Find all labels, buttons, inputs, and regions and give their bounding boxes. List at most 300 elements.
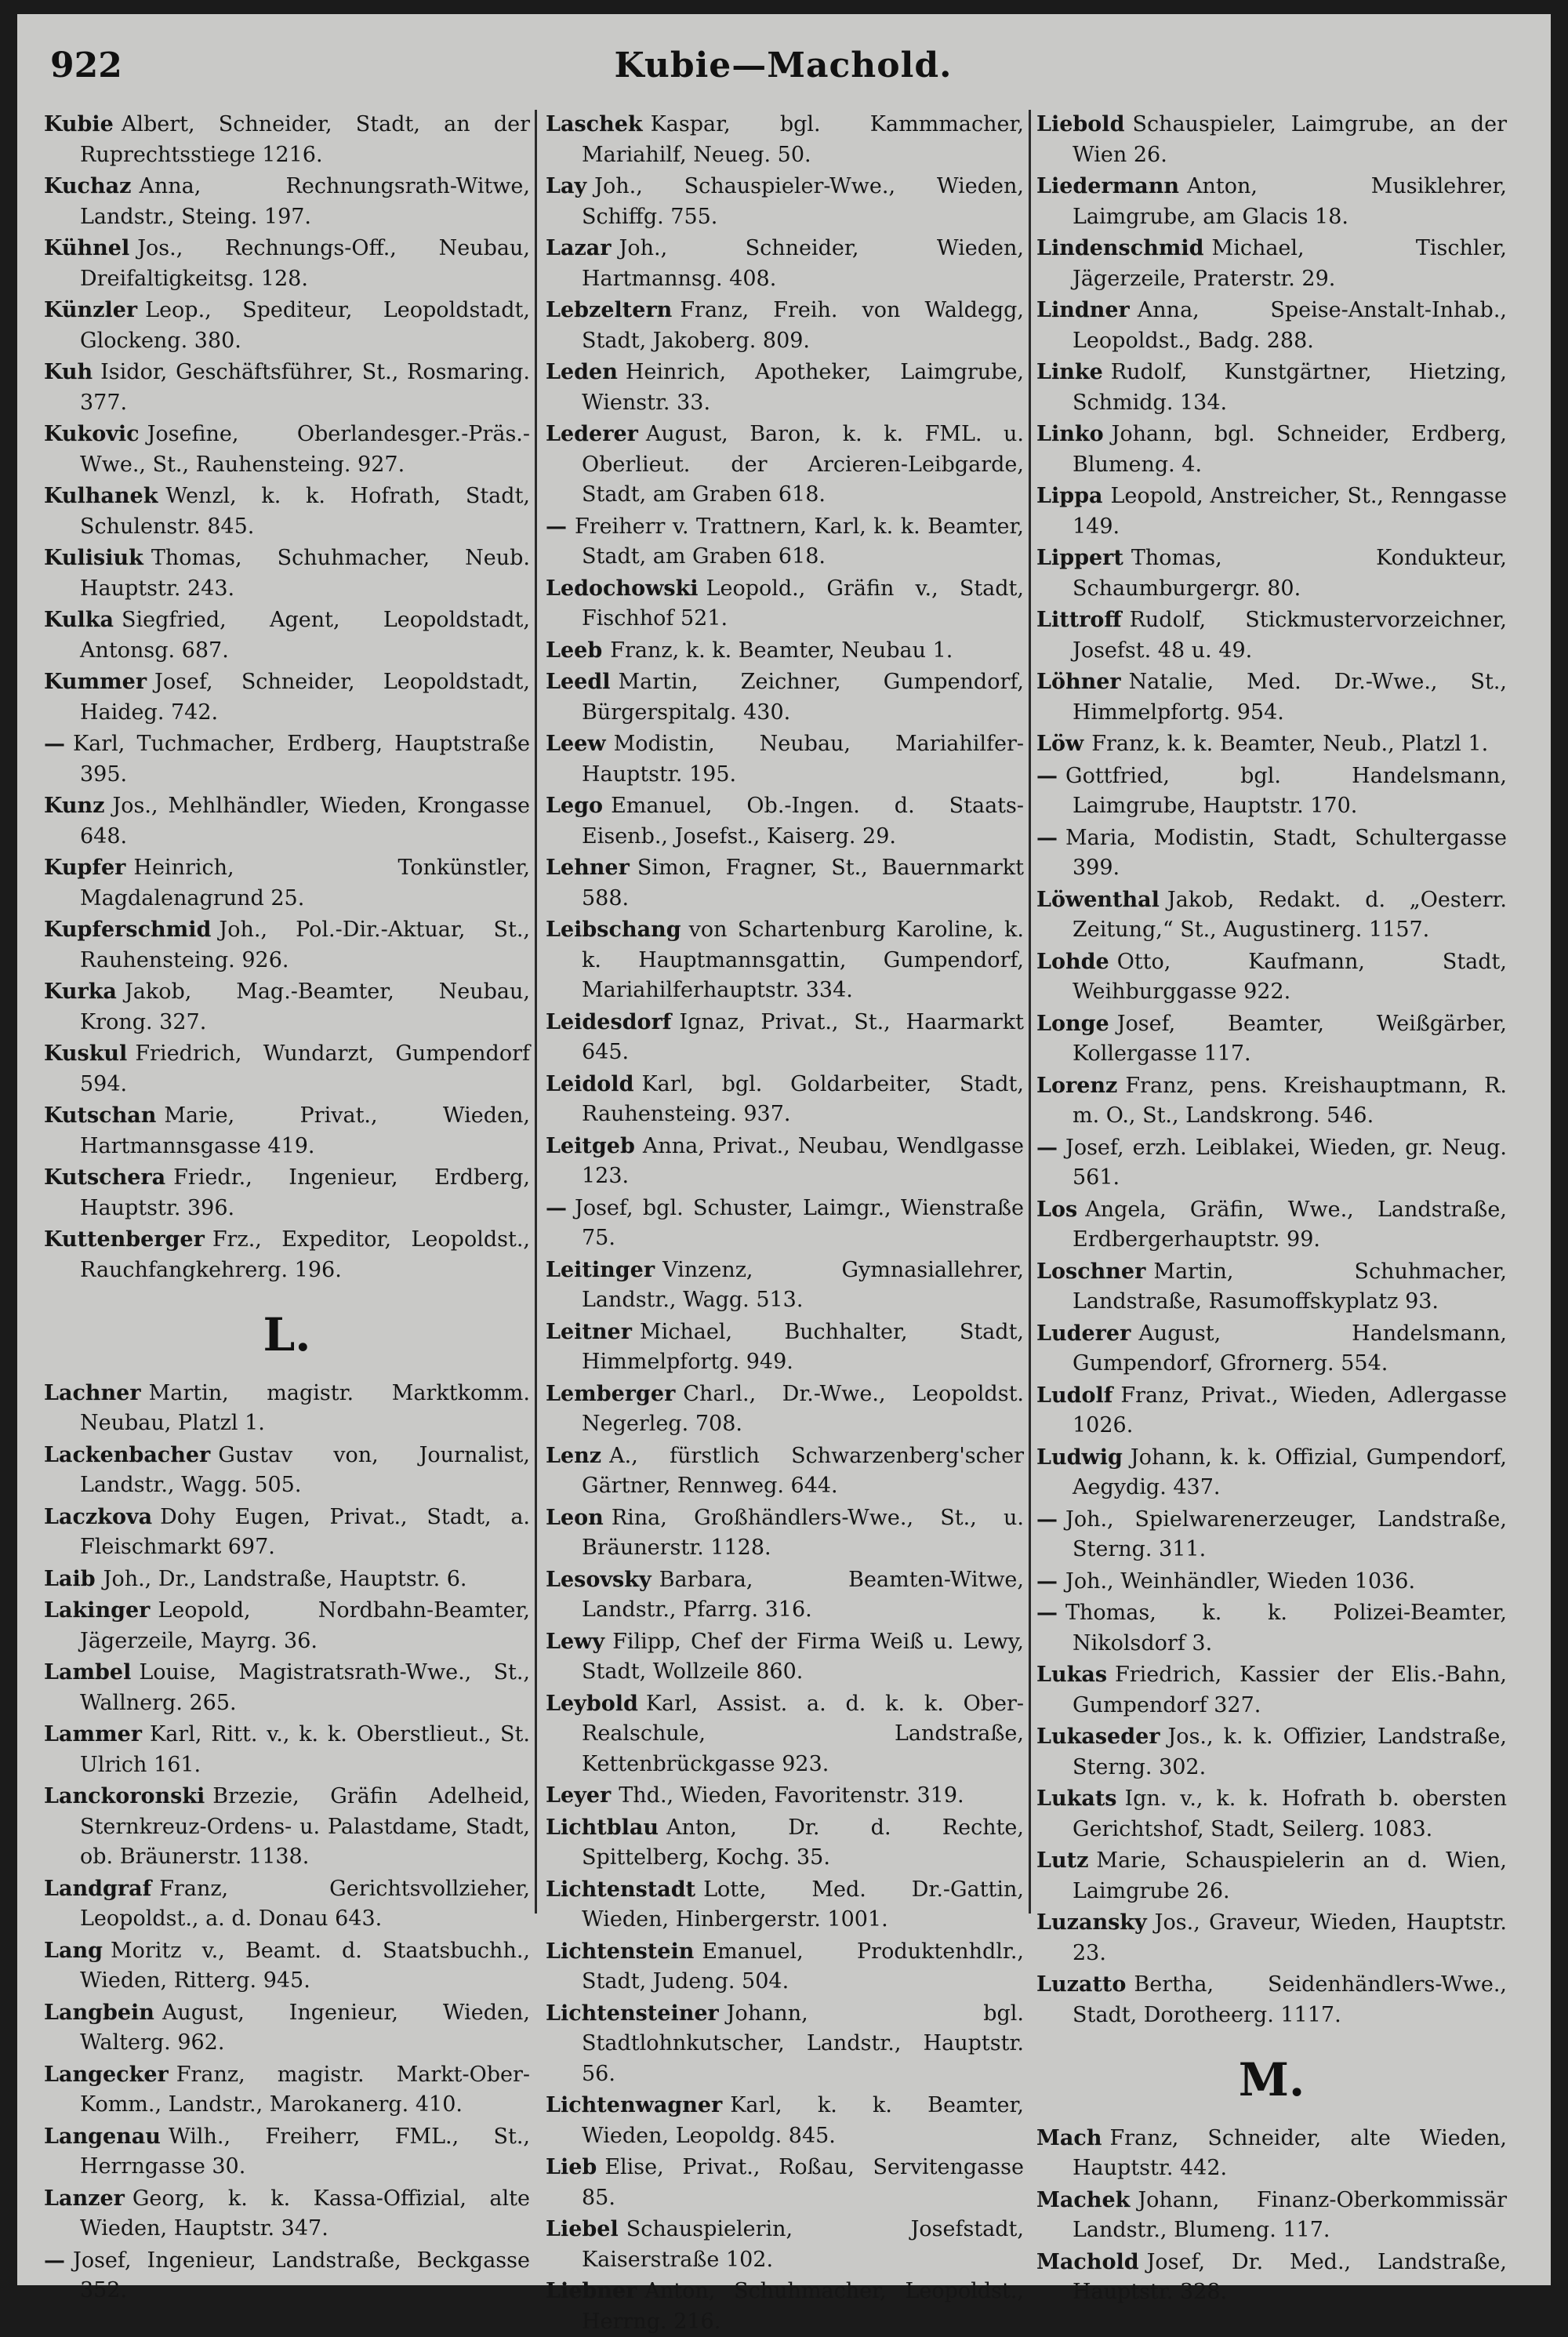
entry-surname: Lohde [1036,949,1109,974]
directory-entry [44,172,530,232]
entry-surname: Kunz [44,794,105,818]
entry-details: Thomas, k. k. Polizei-Beamter, Nikolsdorf 3. [1065,1601,1507,1656]
directory-entry [44,1782,530,1873]
entry-details: Ign. v., k. k. Hofrath b. obersten Gerichtshof, Stadt, Seilerg. 1083. [1073,1786,1507,1841]
entry-details: Karl, Tuchmacher, Erdberg, Hauptstraße 395. [73,732,530,787]
directory-entry [44,1874,530,1935]
entry-surname: — [44,2248,65,2273]
directory-entry [44,1596,530,1656]
entry-details: Karl, Ritt. v., k. k. Oberstlieut., St. Ulrich 161. [80,1722,530,1777]
entry-details: Leopold., Gräfin v., Stadt, Fischhof 521. [582,576,1024,631]
entry-details: Friedrich, Kassier der Elis.-Bahn, Gumpendorf 327. [1073,1663,1507,1717]
directory-entry [1036,2124,1507,2184]
entry-surname: Leeb [546,638,603,663]
entry-surname: Lewy [546,1629,605,1654]
entry-details: Barbara, Beamten-Witwe, Landstr., Pfarrg. 316. [582,1567,1024,1622]
entry-surname: Laczkova [44,1504,153,1529]
entry-details: Friedrich, Wundarzt, Gumpendorf 594. [80,1041,530,1096]
directory-entry [1036,1505,1507,1565]
directory-entry [44,2246,530,2306]
directory-entry [44,1163,530,1223]
entry-surname: Löwenthal [1036,887,1160,912]
entry-details: Franz, pens. Kreishauptmann, R. m. O., St., Landskrong. 546. [1073,1073,1507,1128]
entry-surname: Lieb [546,2155,597,2179]
column-3 [1036,110,1507,2304]
entry-details: Marie, Privat., Wieden, Hartmannsgasse 419. [80,1103,530,1158]
entry-details: Gustav von, Journalist, Landstr., Wagg. 505. [80,1442,530,1497]
directory-entry [546,1256,1024,1316]
entry-details: Thomas, Schuhmacher, Neub. Hauptstr. 243. [80,546,530,601]
directory-entry [1036,420,1507,480]
entry-surname: Leedl [546,670,611,694]
entry-surname: Luzatto [1036,1972,1127,1997]
directory-entry [44,729,530,790]
entry-surname: Kupferschmid [44,918,212,942]
entry-surname: Lichtenstadt [546,1877,696,1902]
directory-entry [1036,2186,1507,2246]
entry-details: Josef, Dr. Med., Landstraße, Hauptstr. 328. [1073,2249,1507,2304]
entry-surname: Langecker [44,2062,169,2087]
entry-details: Josef, Schneider, Leopoldstadt, Haideg. 742. [80,670,530,725]
entry-details: Anton, Musiklehrer, Laimgrube, am Glacis 18. [1073,174,1507,229]
entry-surname: Loschner [1036,1259,1146,1284]
directory-entry [546,358,1024,418]
entry-surname: Lazar [546,236,612,260]
directory-entry [1036,605,1507,666]
entry-surname: Leibschang [546,918,681,942]
directory-entry [44,1720,530,1780]
entry-details: Louise, Magistratsrath-Wwe., St., Wallnerg. 265. [80,1660,530,1715]
entry-details: Joh., Dr., Landstraße, Hauptstr. 6. [103,1566,467,1591]
entry-details: Franz, Gerichtsvollzieher, Leopoldst., a. d. Donau 643. [80,1876,530,1931]
entry-surname: Kuttenberger [44,1227,205,1252]
entry-surname: Lippa [1036,484,1103,508]
entry-surname: Lindenschmid [1036,236,1204,260]
entry-surname: Löhner [1036,670,1121,694]
entry-details: Rudolf, Kunstgärtner, Hietzing, Schmidg. 134. [1073,360,1507,415]
running-head: Kubie—Machold. [614,45,953,85]
entry-surname: — [1036,1507,1058,1532]
entry-surname: Liebner [546,2279,637,2303]
directory-entry [546,791,1024,852]
column-2 [546,110,1024,2334]
directory-entry [546,2091,1024,2151]
entry-details: Charl., Dr.-Wwe., Leopoldst. Negerleg. 708. [582,1381,1024,1436]
entry-surname: Kukovic [44,422,140,446]
directory-entry [44,482,530,542]
entry-surname: Leidold [546,1071,634,1096]
entry-details: Vinzenz, Gymnasiallehrer, Landstr., Wagg. 513. [582,1257,1024,1312]
entry-surname: Ledochowski [546,576,699,601]
entry-surname: Leitgeb [546,1133,635,1158]
entry-surname: Mach [1036,2125,1102,2150]
entry-surname: Künzler [44,298,138,322]
directory-entry [546,1937,1024,1997]
entry-surname: Kutschera [44,1165,166,1190]
entry-surname: — [1036,763,1058,788]
directory-entry [546,1008,1024,1068]
entry-details: Karl, Assist. a. d. k. k. Ober-Realschule, Landstraße, Kettenbrückgasse 923. [582,1691,1024,1776]
entry-details: Kaspar, bgl. Kammmacher, Mariahilf, Neueg. 50. [582,112,1024,167]
directory-entry [44,1565,530,1595]
directory-entry [546,574,1024,634]
page-number: 922 [50,45,122,85]
entry-surname: Luzansky [1036,1910,1147,1935]
directory-entry [546,853,1024,914]
directory-entry [1036,1598,1507,1659]
entry-details: Jos., Mehlhändler, Wieden, Krongasse 648. [80,794,530,849]
entry-surname: Lederer [546,422,638,446]
entry-surname: Laib [44,1566,96,1591]
entry-details: Wilh., Freiherr, FML., St., Herrngasse 30. [80,2124,530,2179]
entry-surname: Lay [546,174,587,198]
entry-surname: Littroff [1036,608,1122,632]
entry-details: Angela, Gräfin, Wwe., Landstraße, Erdbergerhauptstr. 99. [1073,1197,1507,1252]
directory-entry [1036,296,1507,356]
section-letter: M. [1238,2053,1305,2106]
entry-surname: Kupfer [44,856,126,880]
directory-entry [546,2153,1024,2213]
entry-surname: Lutz [1036,1848,1089,1873]
entry-surname: Kubie [44,112,114,136]
entry-surname: Lanzer [44,2186,125,2211]
entry-details: Brzezie, Gräfin Adelheid, Sternkreuz-Ordens- u. Palastdame, Stadt, ob. Bräunerstr. 1138. [80,1784,530,1869]
entry-details: Joh., Spielwarenerzeuger, Landstraße, Sterng. 311. [1065,1507,1507,1561]
entry-details: August, Ingenieur, Wieden, Walterg. 962. [80,2000,530,2055]
directory-entry [44,358,530,418]
directory-entry [44,853,530,914]
entry-details: Franz, magistr. Markt-Ober-Komm., Landstr., Marokanerg. 410. [80,2062,530,2117]
entry-surname: Langenau [44,2124,161,2149]
entry-details: Anna, Privat., Neubau, Wendlgasse 123. [582,1133,1024,1188]
entry-surname: Liedermann [1036,174,1180,198]
entry-details: Modistin, Neubau, Mariahilfer-Hauptstr. 195. [582,732,1024,787]
entry-surname: — [44,732,65,756]
entry-details: Anton, Schuhmacher, Leopoldst., Herrng. 216. [582,2279,1024,2334]
entry-surname: Kuskul [44,1041,128,1066]
directory-entry [1036,110,1507,170]
directory-entry [1036,1381,1507,1441]
directory-entry [546,1781,1024,1812]
directory-entry [546,729,1024,790]
entry-surname: Lichtenstein [546,1939,695,1964]
entry-details: Wenzl, k. k. Hofrath, Stadt, Schulenstr. 845. [80,484,530,539]
entry-details: Karl, k. k. Beamter, Wieden, Leopoldg. 845. [582,2093,1024,2148]
entry-details: Thd., Wieden, Favoritenstr. 319. [619,1783,964,1808]
directory-entry [546,915,1024,1006]
directory-entry [44,2184,530,2244]
directory-entry [546,1070,1024,1130]
entry-details: Martin, Schuhmacher, Landstraße, Rasumoffskyplatz 93. [1073,1259,1507,1314]
directory-entry [1036,729,1507,760]
entry-details: Filipp, Chef der Firma Weiß u. Lewy, Stadt, Wollzeile 860. [582,1629,1024,1684]
entry-details: Franz, k. k. Beamter, Neub., Platzl 1. [1091,732,1489,756]
entry-surname: Lichtenwagner [546,2093,723,2117]
directory-entry [44,1225,530,1285]
entry-details: Heinrich, Apotheker, Laimgrube, Wienstr. 33. [582,360,1024,415]
entry-surname: Lachner [44,1380,141,1405]
entry-surname: Lackenbacher [44,1442,211,1467]
entry-details: Anton, Dr. d. Rechte, Spittelberg, Kochg. 35. [582,1815,1024,1870]
entry-surname: Lenz [546,1443,602,1468]
entry-details: Simon, Fragner, St., Bauernmarkt 588. [582,856,1024,910]
entry-details: Isidor, Geschäftsführer, St., Rosmaring. 377. [80,360,530,415]
entry-details: Josef, bgl. Schuster, Laimgr., Wienstraße 75. [575,1195,1024,1250]
entry-surname: Lorenz [1036,1073,1118,1098]
entry-surname: Lang [44,1938,103,1963]
entry-details: Maria, Modistin, Stadt, Schultergasse 399. [1065,825,1507,880]
entry-surname: Lakinger [44,1598,151,1623]
entry-details: Michael, Buchhalter, Stadt, Himmelpfortg. 949. [582,1319,1024,1374]
entry-details: Leopold, Anstreicher, St., Renngasse 149. [1073,484,1507,539]
entry-surname: Ludwig [1036,1445,1123,1470]
entry-surname: Lambel [44,1660,132,1685]
directory-entry [44,1379,530,1439]
directory-entry [546,512,1024,572]
entry-details: Josef, Beamter, Weißgärber, Kollergasse 117. [1073,1011,1507,1066]
directory-entry [44,296,530,356]
entry-surname: Kühnel [44,236,130,260]
entry-surname: Leidesdorf [546,1009,672,1034]
entry-details: Jos., Rechnungs-Off., Neubau, Dreifaltigkeitsg. 128. [80,236,530,291]
entry-surname: Lichtensteiner [546,2001,719,2026]
entry-details: Karl, bgl. Goldarbeiter, Stadt, Rauhensteing. 937. [582,1071,1024,1126]
entry-surname: Kulhanek [44,484,158,508]
entry-details: Jakob, Redakt. d. „Oesterr. Zeitung,“ St., Augustinerg. 1157. [1073,887,1507,942]
entry-details: Anna, Speise-Anstalt-Inhab., Leopoldst., Badg. 288. [1073,298,1507,353]
entry-details: von Schartenburg Karoline, k. k. Hauptmannsgattin, Gumpendorf, Mariahilferhauptstr. 334. [582,918,1024,1002]
entry-details: Martin, Zeichner, Gumpendorf, Bürgerspitalg. 430. [582,670,1024,725]
directory-entry [546,1627,1024,1688]
directory-entry [1036,1257,1507,1318]
entry-details: Friedr., Ingenieur, Erdberg, Hauptstr. 396. [80,1165,530,1220]
directory-entry [44,1936,530,1997]
directory-entry [1036,543,1507,604]
directory-entry [1036,234,1507,294]
entry-surname: Machold [1036,2249,1139,2274]
entry-surname: Leon [546,1505,604,1530]
directory-entry [1036,1970,1507,2030]
entry-surname: Kulka [44,608,114,632]
directory-entry [1036,1133,1507,1194]
entry-surname: Lukas [1036,1663,1108,1687]
entry-details: Leop., Spediteur, Leopoldstadt, Glockeng. 380. [80,298,530,353]
entry-surname: Kummer [44,670,147,694]
entry-surname: Lindner [1036,298,1130,322]
entry-surname: Leyer [546,1783,612,1808]
entry-details: Albert, Schneider, Stadt, an der Ruprechtsstiege 1216. [80,112,530,167]
section-letter: L. [263,1308,311,1361]
entry-surname: — [546,514,567,539]
directory-entry [44,2122,530,2183]
directory-entry [1036,2248,1507,2308]
directory-entry [44,110,530,170]
entry-details: Natalie, Med. Dr.-Wwe., St., Himmelpfortg. 954. [1073,670,1507,725]
directory-entry [1036,1660,1507,1721]
directory-entry [44,1101,530,1161]
directory-entry [546,1689,1024,1780]
entry-details: August, Handelsmann, Gumpendorf, Gfrornerg. 554. [1073,1321,1507,1376]
directory-entry [1036,1009,1507,1070]
entry-details: Joh., Schauspieler-Wwe., Wieden, Schiffg. 755. [582,174,1024,229]
directory-entry [44,1503,530,1563]
entry-details: Heinrich, Tonkünstler, Magdalenagrund 25. [80,856,530,910]
entry-details: Gottfried, bgl. Handelsmann, Laimgrube, Hauptstr. 170. [1065,763,1507,818]
entry-details: Michael, Tischler, Jägerzeile, Praterstr. 29. [1073,236,1507,291]
directory-entry [44,1658,530,1718]
entry-details: Moritz v., Beamt. d. Staatsbuchh., Wieden, Ritterg. 945. [80,1938,530,1993]
directory-entry [44,667,530,728]
entry-details: Jos., k. k. Offizier, Landstraße, Sterng. 302. [1073,1725,1507,1779]
directory-entry [1036,1071,1507,1132]
entry-surname: Lippert [1036,546,1123,570]
entry-details: Jakob, Mag.-Beamter, Neubau, Krong. 327. [80,980,530,1034]
entry-surname: — [1036,1568,1058,1594]
directory-entry [546,1875,1024,1935]
directory-entry [546,1813,1024,1874]
entry-details: Joh., Pol.-Dir.-Aktuar, St., Rauhensteing. 926. [80,918,530,972]
entry-details: Franz, Freih. von Waldegg, Stadt, Jakoberg. 809. [582,298,1024,353]
directory-entry [1036,947,1507,1008]
directory-entry [1036,823,1507,884]
directory-entry [44,420,530,480]
directory-entry [546,296,1024,356]
page-header [50,42,1516,105]
entry-details: Josefine, Oberlandesger.-Präs.-Wwe., St., Rauhensteing. 927. [80,422,530,477]
directory-entry [1036,1722,1507,1783]
entry-surname: Kulisiuk [44,546,143,570]
directory-entry [44,543,530,604]
directory-entry [546,1132,1024,1192]
directory-entry [546,2215,1024,2275]
entry-details: August, Baron, k. k. FML. u. Oberlieut. der Arcieren-Leibgarde, Stadt, am Graben 618. [582,422,1024,507]
directory-entry [546,1565,1024,1626]
directory-entry [546,420,1024,511]
entry-details: Josef, erzh. Leiblakei, Wieden, gr. Neug. 561. [1065,1135,1507,1190]
directory-entry [44,2060,530,2121]
entry-details: Rina, Großhändlers-Wwe., St., u. Bräunerstr. 1128. [582,1505,1024,1560]
entry-details: Emanuel, Ob.-Ingen. d. Staats-Eisenb., Josefst., Kaiserg. 29. [582,794,1024,849]
directory-entry [546,1318,1024,1378]
directory-entry [1036,1319,1507,1379]
entry-details: Emanuel, Produktenhdlr., Stadt, Judeng. 504. [582,1939,1024,1994]
entry-details: A., fürstlich Schwarzenberg'scher Gärtner, Rennweg. 644. [582,1443,1024,1498]
entry-surname: Löw [1036,732,1084,756]
directory-entry [546,1503,1024,1564]
entry-surname: — [546,1195,567,1220]
directory-entry [44,1039,530,1099]
entry-details: Leopold, Nordbahn-Beamter, Jägerzeile, Mayrg. 36. [80,1598,530,1653]
entry-surname: — [1036,1135,1058,1160]
directory-entry [546,110,1024,170]
entry-surname: Liebel [546,2217,619,2241]
entry-surname: Langbein [44,2000,154,2025]
directory-entry [1036,885,1507,946]
directory-entry [1036,1443,1507,1503]
entry-details: Thomas, Kondukteur, Schaumburgergr. 80. [1073,546,1507,601]
entry-surname: Landgraf [44,1876,152,1901]
entry-surname: Leitinger [546,1257,655,1282]
directory-entry [1036,1195,1507,1256]
directory-entry [1036,1567,1507,1597]
entry-details: Franz, Privat., Wieden, Adlergasse 1026. [1073,1383,1507,1437]
entry-details: Martin, magistr. Marktkomm. Neubau, Platzl 1. [80,1380,530,1435]
directory-entry [44,977,530,1038]
entry-surname: Longe [1036,1011,1109,1036]
entry-surname: Kurka [44,980,117,1004]
entry-surname: Leden [546,360,618,384]
directory-entry [546,234,1024,294]
directory-entry [1036,172,1507,232]
directory-entry [546,1194,1024,1254]
column-divider [1029,110,1031,1914]
entry-surname: Laschek [546,112,643,136]
directory-entry [44,1441,530,1501]
column-1 [44,110,530,2302]
directory-entry [546,1999,1024,2090]
entry-surname: Linke [1036,360,1103,384]
entry-details: Jos., Graveur, Wieden, Hauptstr. 23. [1073,1910,1507,1965]
entry-surname: Linko [1036,422,1104,446]
entry-surname: Lammer [44,1722,143,1746]
entry-surname: Ludolf [1036,1383,1113,1408]
column-divider [535,110,537,1914]
entry-details: Schauspielerin, Josefstadt, Kaiserstraße 102. [582,2217,1024,2272]
directory-entry [1036,1908,1507,1968]
entry-details: Joh., Weinhändler, Wieden 1036. [1065,1568,1416,1594]
entry-surname: Lehner [546,856,630,880]
entry-details: Schauspieler, Laimgrube, an der Wien 26. [1073,112,1507,167]
entry-surname: Machek [1036,2187,1131,2212]
directory-entry [546,1379,1024,1440]
entry-details: Johann, bgl. Schneider, Erdberg, Blumeng. 4. [1073,422,1507,477]
entry-details: Johann, Finanz-Oberkommissär Landstr., Blumeng. 117. [1073,2187,1507,2242]
entry-surname: Kutschan [44,1103,157,1128]
entry-details: Franz, Schneider, alte Wieden, Hauptstr. 442. [1073,2125,1507,2180]
entry-details: Siegfried, Agent, Leopoldstadt, Antonsg. 687. [80,608,530,663]
entry-surname: Los [1036,1197,1078,1222]
entry-details: Bertha, Seidenhändlers-Wwe., Stadt, Dorotheerg. 1117. [1073,1972,1507,2027]
entry-surname: Kuh [44,360,93,384]
entry-surname: Leew [546,732,606,756]
directory-entry [44,605,530,666]
entry-details: Georg, k. k. Kassa-Offizial, alte Wieden, Hauptstr. 347. [80,2186,530,2241]
entry-surname: Lesovsky [546,1567,652,1592]
entry-details: Joh., Schneider, Wieden, Hartmannsg. 408. [582,236,1024,291]
directory-entry [44,234,530,294]
directory-entry [1036,667,1507,728]
directory-entry [546,1441,1024,1502]
entry-surname: Lego [546,794,604,818]
entry-details: Elise, Privat., Roßau, Servitengasse 85. [582,2155,1024,2210]
entry-surname: Kuchaz [44,174,132,198]
entry-surname: — [1036,1601,1058,1625]
entry-surname: Leybold [546,1691,638,1716]
directory-entry [1036,358,1507,418]
entry-surname: Lukaseder [1036,1725,1160,1749]
directory-entry [546,2277,1024,2337]
entry-details: Johann, k. k. Offizial, Gumpendorf, Aegydig. 437. [1073,1445,1507,1499]
entry-surname: Lichtblau [546,1815,659,1840]
directory-entry [44,915,530,976]
entry-details: Otto, Kaufmann, Stadt, Weihburggasse 922. [1073,949,1507,1004]
entry-details: Rudolf, Stickmustervorzeichner, Josefst. 48 u. 49. [1073,608,1507,663]
directory-entry [546,636,1024,667]
entry-surname: Liebold [1036,112,1125,136]
entry-surname: Leitner [546,1319,632,1344]
entry-details: Franz, k. k. Beamter, Neubau 1. [610,638,953,663]
entry-surname: Lemberger [546,1381,676,1406]
